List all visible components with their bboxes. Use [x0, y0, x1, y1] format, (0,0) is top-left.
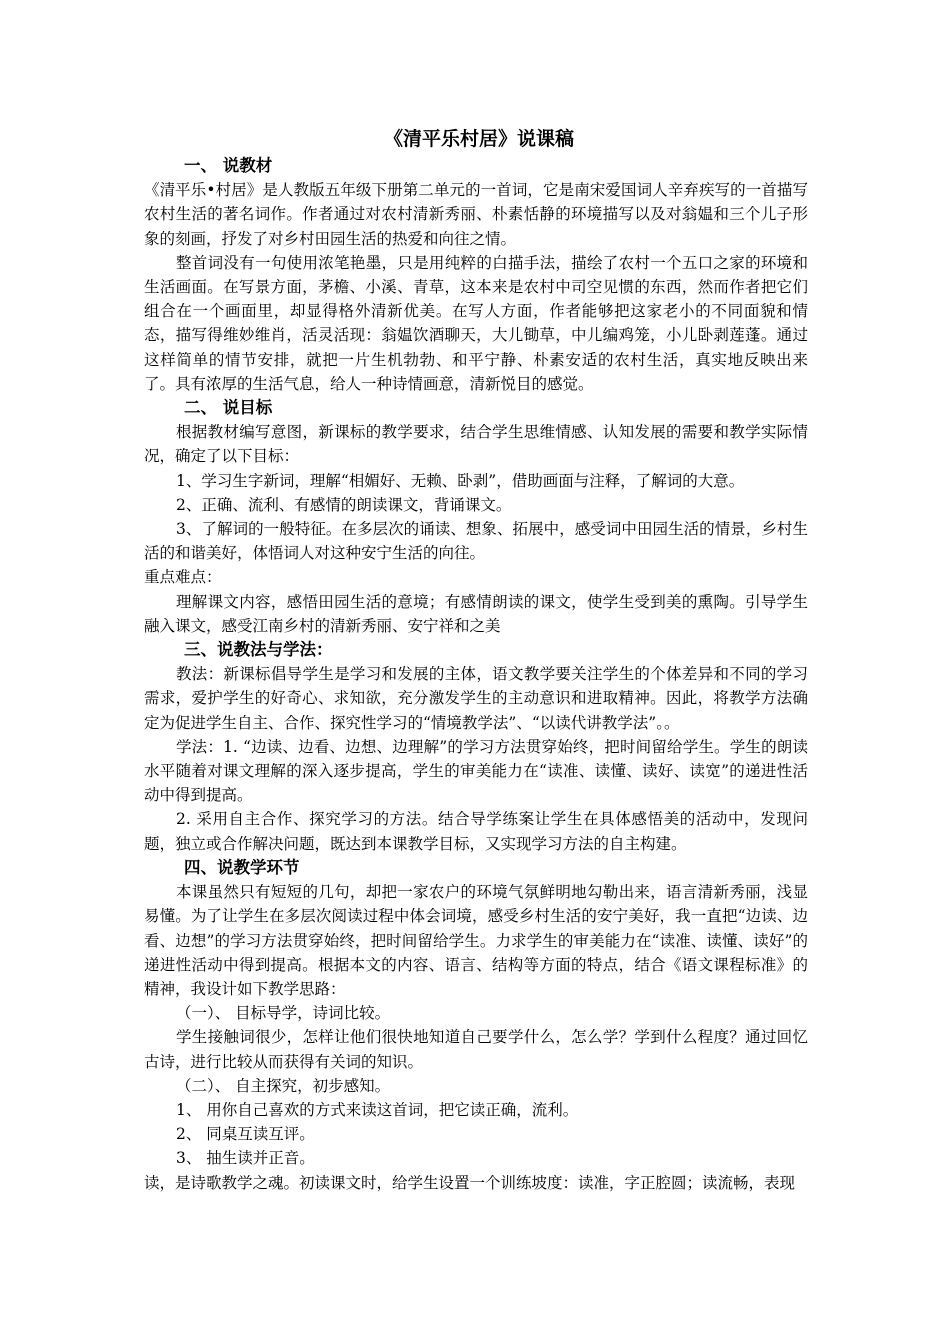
paragraph: 学法：1. “边读、边看、边想、边理解”的学习方法贯穿始终，把时间留给学生。学生的朗读水平随着对课文理解的深入逐步提高，学生的审美能力在“读准、读懂、读好、读宽”的递进性活动中得到提高。 — [144, 737, 808, 805]
paragraph: 本课虽然只有短短的几句，却把一家农户的环境气氛鲜明地勾勒出来，语言清新秀丽，浅显易懂。为了让学生在多层次阅读过程中体会词境，感受乡村生活的安宁美好，我一直把“边读、边看、边想”的学习方法贯穿始终，把时间留给学生。力求学生的审美能力在“读准、读懂、读好”的递进性活动中得到提高。根据本文的内容、语言、结构等方面的特点，结合《语文课程标准》的精神，我设计如下教学思路： — [144, 883, 808, 998]
paragraph: 《清平乐•村居》是人教版五年级下册第二单元的一首词，它是南宋爱国词人辛弃疾写的一首描写农村生活的著名词作。作者通过对农村清新秀丽、朴素恬静的环境描写以及对翁媪和三个儿子形象的刻画，抒发了对乡村田园生活的热爱和向往之情。 — [144, 181, 808, 248]
paragraph: 学生接触词很少，怎样让他们很快地知道自己要学什么，怎么学？学到什么程度？通过回忆古诗，进行比较从而获得有关词的知识。 — [144, 1028, 808, 1071]
paragraph: 教法：新课标倡导学生是学习和发展的主体，语文教学要关注学生的个体差异和不同的学习需求，爱护学生的好奇心、求知欲，充分激发学生的主动意识和进取精神。因此，将教学方法确定为促进学生自主、合作、探究性学习的“情境教学法”、“以读代讲教学法”。。 — [144, 665, 808, 732]
document-body — [144, 124, 808, 1195]
paragraph: 整首词没有一句使用浓笔艳墨，只是用纯粹的白描手法，描绘了农村一个五口之家的环境和生活画面。在写景方面，茅檐、小溪、青草，这本来是农村中司空见惯的东西，然而作者把它们组合在一个画面里，却显得格外清新优美。在写人方面，作者能够把这家老小的不同面貌和情态，描写得维妙维肖，活灵活现：翁媪饮酒聊天，大儿锄草，中儿编鸡笼，小儿卧剥莲蓬。通过这样简单的情节安排，就把一片生机勃勃、和平宁静、朴素安适的农村生活，真实地反映出来了。具有浓厚的生活气息，给人一种诗情画意，清新悦目的感觉。 — [144, 253, 808, 393]
section-heading-objectives: 二、 说目标 — [184, 398, 273, 418]
section-heading-methods: 三、说教法与学法： — [184, 640, 333, 660]
paragraph: 2. 采用自主合作、探究学习的方法。结合导学练案让学生在具体感悟美的活动中，发现问题，独立或合作解决问题，既达到本课教学目标，又实现学习方法的自主构建。 — [144, 810, 808, 853]
objective-item: 2、正确、流利、有感情的朗读课文，背诵课文。 — [176, 495, 512, 514]
objective-item: 3、了解词的一般特征。在多层次的诵读、想象、拓展中，感受词中田园生活的情景，乡村生活的和谐美好，体悟词人对这种安宁生活的向往。 — [144, 520, 808, 563]
section-heading-teaching-steps: 四、说教学环节 — [184, 857, 300, 877]
paragraph: 读，是诗歌教学之魂。初读课文时，给学生设置一个训练坡度：读准，字正腔圆；读流畅，表现 — [144, 1173, 796, 1192]
step-title: （二）、 自主探究，初步感知。 — [176, 1076, 391, 1095]
step-item: 3、 抽生读并正音。 — [176, 1149, 315, 1168]
objective-item: 1、学习生字新词，理解“相媚好、无赖、卧剥”，借助画面与注释，了解词的大意。 — [176, 471, 745, 490]
step-item: 1、 用你自己喜欢的方式来读这首词，把它读正确，流利。 — [176, 1100, 579, 1119]
paragraph: 理解课文内容，感悟田园生活的意境；有感情朗读的课文，使学生受到美的熏陶。引导学生融入课文，感受江南乡村的清新秀丽、安宁祥和之美 — [144, 592, 808, 635]
paragraph: 根据教材编写意图，新课标的教学要求，结合学生思维情感、认知发展的需要和教学实际情况，确定了以下目标： — [144, 423, 808, 466]
key-points-label: 重点难点： — [144, 568, 222, 587]
step-title: （一）、 目标导学，诗词比较。 — [176, 1004, 391, 1023]
document-title: 《清平乐村居》说课稿 — [383, 128, 574, 150]
section-heading-teaching-material: 一、 说教材 — [184, 156, 273, 175]
step-item: 2、 同桌互读互评。 — [176, 1125, 315, 1144]
